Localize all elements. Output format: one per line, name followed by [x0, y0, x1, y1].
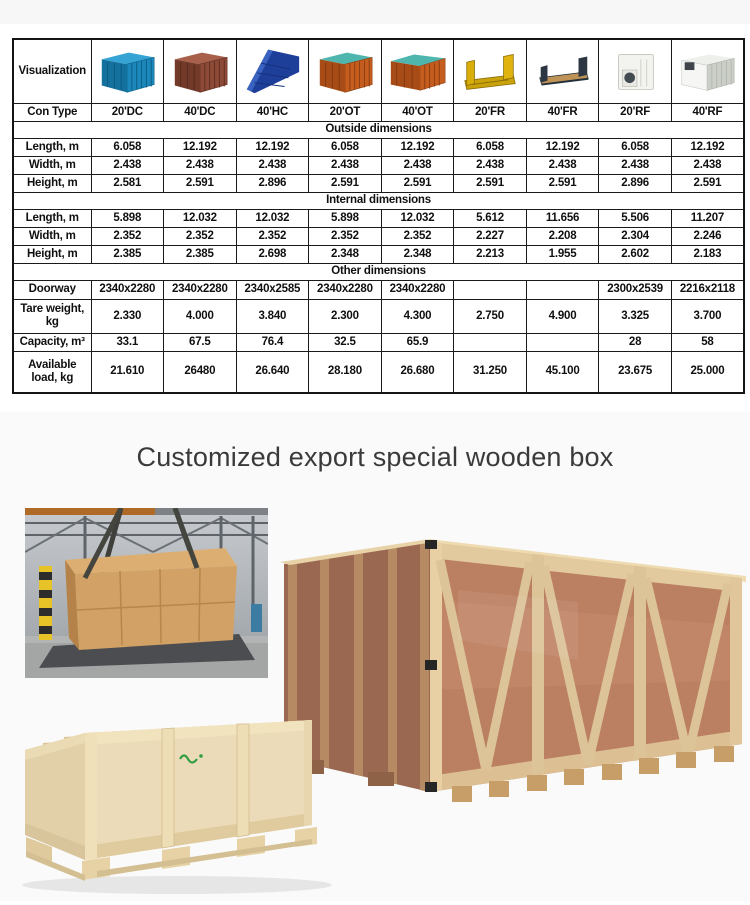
- outside-height-cell: 2.581: [91, 174, 164, 192]
- tare-weight-cell: 2.750: [454, 299, 527, 333]
- table-row-visualization: [13, 39, 744, 103]
- doorway-cell: 2340x2280: [164, 280, 237, 299]
- internal-height-cell: 2.602: [599, 245, 672, 263]
- container-image-20ot: [309, 39, 382, 103]
- outside-width-cell: 2.438: [236, 156, 309, 174]
- page-top-strip: [0, 0, 750, 24]
- section-header-outside: Outside dimensions: [13, 121, 744, 138]
- outside-length-cell: 12.192: [526, 138, 599, 156]
- capacity-cell: 32.5: [309, 333, 382, 351]
- con-type-cell: 40'RF: [671, 103, 744, 121]
- capacity-cell: 67.5: [164, 333, 237, 351]
- available-load-cell: 45.100: [526, 351, 599, 393]
- container-40dc-icon: [168, 44, 232, 98]
- tare-weight-cell: 4.000: [164, 299, 237, 333]
- doorway-cell: 2340x2280: [91, 280, 164, 299]
- outside-length-cell: 6.058: [309, 138, 382, 156]
- internal-width-cell: 2.246: [671, 227, 744, 245]
- section-header-internal: Internal dimensions: [13, 192, 744, 209]
- capacity-cell: [454, 333, 527, 351]
- table-row-con-type: [13, 103, 744, 121]
- capacity-cell: 58: [671, 333, 744, 351]
- table-row-available-load: [13, 351, 744, 393]
- table-row-capacity: [13, 333, 744, 351]
- container-image-40rf: [671, 39, 744, 103]
- row-label-width: Width, m: [13, 156, 91, 174]
- tare-weight-cell: 3.325: [599, 299, 672, 333]
- row-label-capacity: Capacity, m³: [13, 333, 91, 351]
- con-type-cell: 40'FR: [526, 103, 599, 121]
- internal-width-cell: 2.227: [454, 227, 527, 245]
- container-image-40dc: [164, 39, 237, 103]
- outside-width-cell: 2.438: [91, 156, 164, 174]
- outside-length-cell: 12.192: [236, 138, 309, 156]
- tare-weight-cell: 3.840: [236, 299, 309, 333]
- tare-weight-cell: 2.330: [91, 299, 164, 333]
- internal-width-cell: 2.352: [164, 227, 237, 245]
- internal-width-cell: 2.208: [526, 227, 599, 245]
- doorway-cell: 2300x2539: [599, 280, 672, 299]
- row-label-height: Height, m: [13, 245, 91, 263]
- outside-length-cell: 12.192: [381, 138, 454, 156]
- doorway-cell: [454, 280, 527, 299]
- outside-width-cell: 2.438: [454, 156, 527, 174]
- available-load-cell: 25.000: [671, 351, 744, 393]
- internal-height-cell: 2.348: [381, 245, 454, 263]
- available-load-cell: 26480: [164, 351, 237, 393]
- row-label-height: Height, m: [13, 174, 91, 192]
- outside-length-cell: 6.058: [454, 138, 527, 156]
- table-row-internal-width: [13, 227, 744, 245]
- capacity-cell: 65.9: [381, 333, 454, 351]
- container-40rf-icon: [675, 44, 739, 98]
- con-type-cell: 40'OT: [381, 103, 454, 121]
- outside-height-cell: 2.591: [164, 174, 237, 192]
- con-type-cell: 20'RF: [599, 103, 672, 121]
- table-row-outside-width: [13, 156, 744, 174]
- row-label-tare-weight: Tare weight, kg: [13, 299, 91, 333]
- tare-weight-cell: 2.300: [309, 299, 382, 333]
- available-load-cell: 21.610: [91, 351, 164, 393]
- small-wooden-box-photo: [12, 695, 334, 900]
- container-image-40hc: [236, 39, 309, 103]
- large-wooden-crate-photo: [278, 520, 750, 808]
- container-40hc-icon: [240, 44, 304, 98]
- internal-length-cell: 12.032: [236, 209, 309, 227]
- container-20dc-icon: [95, 44, 159, 98]
- container-image-40fr: [526, 39, 599, 103]
- internal-height-cell: 2.348: [309, 245, 382, 263]
- available-load-cell: 28.180: [309, 351, 382, 393]
- outside-length-cell: 12.192: [671, 138, 744, 156]
- outside-height-cell: 2.591: [671, 174, 744, 192]
- table-row-internal-length: [13, 209, 744, 227]
- internal-height-cell: 1.955: [526, 245, 599, 263]
- doorway-cell: 2340x2585: [236, 280, 309, 299]
- table-row-outside-height: [13, 174, 744, 192]
- internal-length-cell: 5.898: [91, 209, 164, 227]
- outside-length-cell: 6.058: [91, 138, 164, 156]
- internal-height-cell: 2.183: [671, 245, 744, 263]
- available-load-cell: 26.640: [236, 351, 309, 393]
- container-image-20rf: [599, 39, 672, 103]
- outside-length-cell: 6.058: [599, 138, 672, 156]
- page-title: Customized export special wooden box: [136, 442, 614, 472]
- internal-length-cell: 5.612: [454, 209, 527, 227]
- outside-height-cell: 2.591: [526, 174, 599, 192]
- tare-weight-cell: 4.900: [526, 299, 599, 333]
- internal-height-cell: 2.213: [454, 245, 527, 263]
- large-crate-graphic: [278, 520, 750, 808]
- outside-height-cell: 2.591: [309, 174, 382, 192]
- outside-width-cell: 2.438: [671, 156, 744, 174]
- internal-length-cell: 11.207: [671, 209, 744, 227]
- doorway-cell: [526, 280, 599, 299]
- internal-length-cell: 11.656: [526, 209, 599, 227]
- row-label-length: Length, m: [13, 138, 91, 156]
- outside-width-cell: 2.438: [526, 156, 599, 174]
- outside-height-cell: 2.591: [381, 174, 454, 192]
- doorway-cell: 2216x2118: [671, 280, 744, 299]
- internal-length-cell: 5.506: [599, 209, 672, 227]
- internal-length-cell: 5.898: [309, 209, 382, 227]
- table-row-doorway: [13, 280, 744, 299]
- tare-weight-cell: 3.700: [671, 299, 744, 333]
- con-type-cell: 20'OT: [309, 103, 382, 121]
- section-row-outside: [13, 121, 744, 138]
- outside-length-cell: 12.192: [164, 138, 237, 156]
- container-40fr-icon: [531, 44, 595, 98]
- container-20rf-icon: [603, 44, 667, 98]
- table-row-tare: [13, 299, 744, 333]
- con-type-cell: 20'DC: [91, 103, 164, 121]
- internal-height-cell: 2.698: [236, 245, 309, 263]
- container-spec-table: [12, 38, 745, 394]
- section-header-other: Other dimensions: [13, 263, 744, 280]
- wooden-box-section: [0, 412, 750, 901]
- container-40ot-icon: [385, 44, 449, 98]
- internal-height-cell: 2.385: [164, 245, 237, 263]
- outside-height-cell: 2.896: [599, 174, 672, 192]
- warehouse-photo-graphic: [25, 508, 268, 678]
- internal-height-cell: 2.385: [91, 245, 164, 263]
- available-load-cell: 23.675: [599, 351, 672, 393]
- wooden-box-warehouse-photo: [25, 508, 268, 678]
- outside-height-cell: 2.896: [236, 174, 309, 192]
- internal-length-cell: 12.032: [164, 209, 237, 227]
- doorway-cell: 2340x2280: [309, 280, 382, 299]
- row-label-width: Width, m: [13, 227, 91, 245]
- available-load-cell: 31.250: [454, 351, 527, 393]
- container-image-20fr: [454, 39, 527, 103]
- outside-width-cell: 2.438: [599, 156, 672, 174]
- table-row-internal-height: [13, 245, 744, 263]
- internal-width-cell: 2.352: [91, 227, 164, 245]
- section-row-internal: [13, 192, 744, 209]
- tare-weight-cell: 4.300: [381, 299, 454, 333]
- capacity-cell: 33.1: [91, 333, 164, 351]
- capacity-cell: [526, 333, 599, 351]
- row-label-length: Length, m: [13, 209, 91, 227]
- internal-length-cell: 12.032: [381, 209, 454, 227]
- row-label-doorway: Doorway: [13, 280, 91, 299]
- doorway-cell: 2340x2280: [381, 280, 454, 299]
- capacity-cell: 76.4: [236, 333, 309, 351]
- capacity-cell: 28: [599, 333, 672, 351]
- section-row-other: [13, 263, 744, 280]
- container-20ot-icon: [313, 44, 377, 98]
- container-20fr-icon: [458, 44, 522, 98]
- con-type-cell: 40'DC: [164, 103, 237, 121]
- container-image-40ot: [381, 39, 454, 103]
- row-label-available-load: Available load, kg: [13, 351, 91, 393]
- table-row-outside-length: [13, 138, 744, 156]
- outside-height-cell: 2.591: [454, 174, 527, 192]
- con-type-cell: 20'FR: [454, 103, 527, 121]
- row-label-con-type: Con Type: [13, 103, 91, 121]
- con-type-cell: 40'HC: [236, 103, 309, 121]
- internal-width-cell: 2.352: [236, 227, 309, 245]
- outside-width-cell: 2.438: [164, 156, 237, 174]
- row-label-visualization: Visualization: [13, 39, 91, 103]
- outside-width-cell: 2.438: [381, 156, 454, 174]
- outside-width-cell: 2.438: [309, 156, 382, 174]
- internal-width-cell: 2.352: [309, 227, 382, 245]
- available-load-cell: 26.680: [381, 351, 454, 393]
- internal-width-cell: 2.304: [599, 227, 672, 245]
- small-box-graphic: [12, 695, 334, 900]
- container-image-20dc: [91, 39, 164, 103]
- internal-width-cell: 2.352: [381, 227, 454, 245]
